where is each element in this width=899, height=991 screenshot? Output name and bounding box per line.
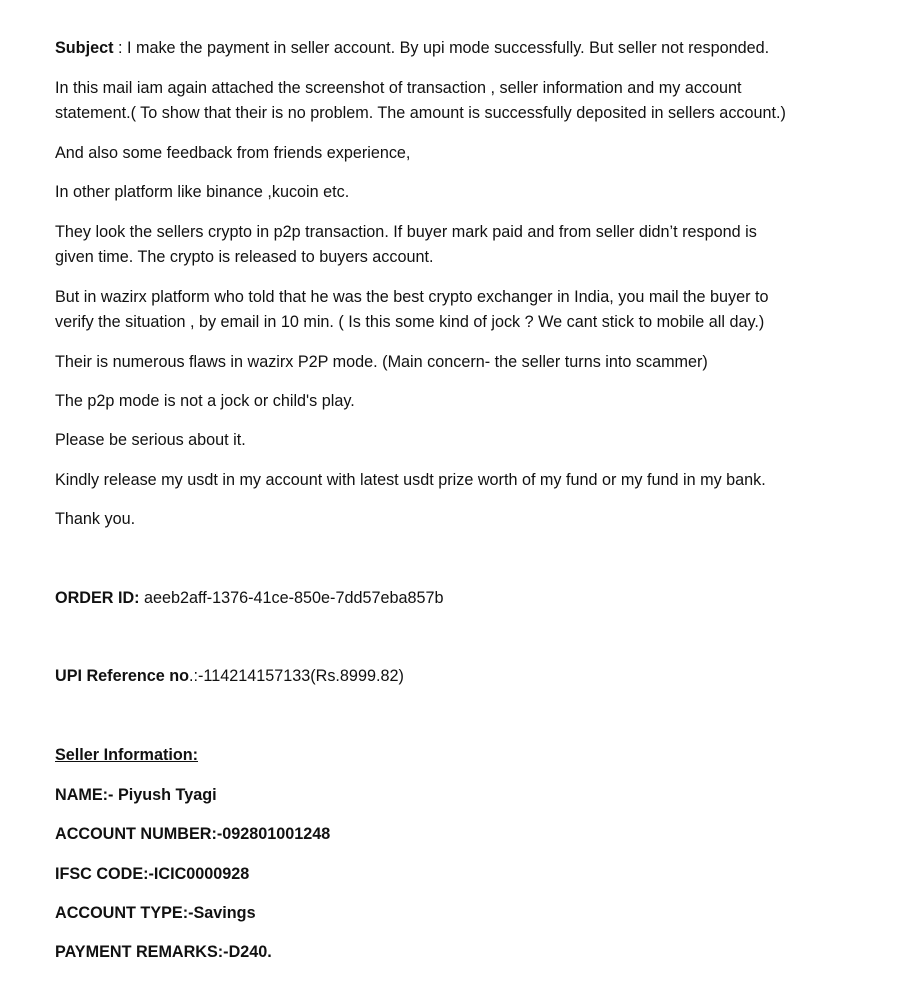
paragraph-wazirx-line-1: But in wazirx platform who told that he was the best crypto exchanger in India, you mail the buyer to	[55, 288, 769, 306]
upi-reference-line	[55, 664, 865, 689]
paragraph-thank-you: Thank you.	[55, 510, 136, 528]
paragraph-not-a-jock: The p2p mode is not a jock or child's play.	[55, 392, 355, 410]
seller-payment-remarks: PAYMENT REMARKS:-D240.	[55, 943, 272, 961]
seller-name: NAME:- Piyush Tyagi	[55, 786, 217, 804]
paragraph-be-serious: Please be serious about it.	[55, 431, 246, 449]
paragraph-p2p-line-2: given time. The crypto is released to buyers account.	[55, 248, 434, 266]
upi-reference-label: UPI Reference no	[55, 667, 190, 685]
order-id-label: ORDER ID:	[55, 589, 140, 607]
seller-ifsc-code: IFSC CODE:-ICIC0000928	[55, 865, 250, 883]
paragraph-wazirx-line-2: verify the situation , by email in 10 min. ( Is this some kind of jock ? We cant stick to mobile all day.)	[55, 313, 765, 331]
subject-text: : I make the payment in seller account. By upi mode successfully. But seller not responded.	[113, 39, 770, 57]
paragraph-feedback: And also some feedback from friends experience,	[55, 144, 411, 162]
subject-label: Subject	[55, 39, 114, 57]
subject-line	[55, 36, 865, 61]
order-id-line	[55, 586, 865, 611]
upi-reference-value: .:-114214157133(Rs.8999.82)	[189, 667, 404, 685]
paragraph-p2p-line-1: They look the sellers crypto in p2p transaction. If buyer mark paid and from seller didn’t respond is	[55, 223, 757, 241]
seller-information-heading: Seller Information:	[55, 746, 199, 764]
paragraph-other-platforms: In other platform like binance ,kucoin etc.	[55, 183, 350, 201]
paragraph-attachments-line-2: statement.( To show that their is no problem. The amount is successfully deposited in sellers account.)	[55, 104, 786, 122]
paragraph-release-request: Kindly release my usdt in my account with latest usdt prize worth of my fund or my fund in my bank.	[55, 471, 766, 489]
order-id-value: aeeb2aff-1376-41ce-850e-7dd57eba857b	[139, 589, 444, 607]
paragraph-flaws: Their is numerous flaws in wazirx P2P mode. (Main concern- the seller turns into scammer)	[55, 353, 708, 371]
seller-account-number: ACCOUNT NUMBER:-092801001248	[55, 825, 331, 843]
seller-account-type: ACCOUNT TYPE:-Savings	[55, 904, 256, 922]
paragraph-attachments-line-1: In this mail iam again attached the screenshot of transaction , seller information and my account	[55, 79, 742, 97]
